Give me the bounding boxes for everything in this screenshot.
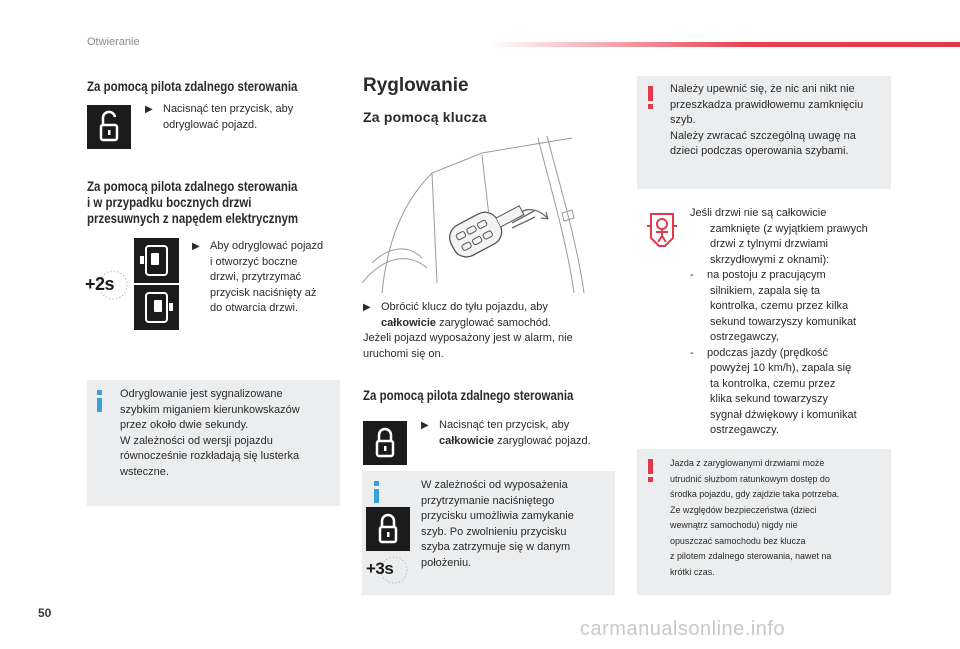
locking-title: Ryglowanie xyxy=(363,75,469,96)
bullet-icon: ▶ xyxy=(363,302,371,313)
key-subtitle: Za pomocą klucza xyxy=(363,109,487,125)
bullet-icon: ▶ xyxy=(145,104,153,115)
lock-button-icon xyxy=(366,507,410,551)
lock-button-icon xyxy=(363,421,407,465)
warning-icon xyxy=(648,459,656,483)
lock-remote-text: ▶ Nacisnąć ten przycisk, aby całkowicie zaryglować pojazd. xyxy=(421,419,591,447)
warning-icon xyxy=(648,86,656,110)
key-illustration xyxy=(362,133,602,293)
sliding-doors-text: ▶ Aby odryglować pojazd i otworzyć boczne drzwi, przytrzymać przycisk naciśnięty aż do otwarcia drzwi. xyxy=(192,240,324,314)
bullet-icon: ▶ xyxy=(421,420,429,431)
unlock-remote-text: ▶ Nacisnąć ten przycisk, aby odryglować pojazd. xyxy=(145,103,294,131)
sliding-doors-heading: Za pomocą pilota zdalnego sterowania i w przypadku bocznych drzwi przesuwnych z napędem elektrycznym xyxy=(87,179,299,226)
windows-warning-box: Należy upewnić się, że nic ani nikt nie przeszkadza prawidłowemu zamknięciu szyb. Należy zwracać szczególną uwagę na dzieci podczas operowania szybami. xyxy=(637,76,891,189)
sliding-door-right-icon xyxy=(134,285,179,330)
info-icon xyxy=(97,390,105,412)
section-title: Otwieranie xyxy=(87,36,140,48)
info-icon xyxy=(374,481,382,503)
lock-remote-heading: Za pomocą pilota zdalnego sterowania xyxy=(363,388,574,403)
bullet-icon: ▶ xyxy=(192,241,200,252)
door-open-warning-icon xyxy=(645,210,679,250)
unlock-remote-heading: Za pomocą pilota zdalnego sterowania xyxy=(87,79,298,94)
page-number: 50 xyxy=(38,606,52,620)
doors-intro-text: Jeśli drzwi nie są całkowicie zamknięte (z wyjątkiem prawych drzwi z tylnymi drzwiami skrzydłowymi z oknami): xyxy=(690,207,868,266)
header-accent-bar xyxy=(490,42,960,47)
unlock-button-icon xyxy=(87,105,131,149)
sliding-door-left-icon xyxy=(134,238,179,283)
locked-doors-warning-box: Jazda z zaryglowanymi drzwiami może utrudnić służbom ratunkowym dostęp do środka pojazdu, gdy zajdzie taka potrzeba. Ze względów bezpieczeństwa (dzieci wewnątrz samochodu) nigdy nie opuszczać samochodu bez klucza z pilotem zdalnego sterowania, nawet na krótki czas. xyxy=(637,449,891,595)
watermark: carmanualsonline.info xyxy=(580,618,786,640)
windows-info-box: +3s W zależności od wyposażenia przytrzymanie naciśniętego przycisku umożliwia zamykanie szyb. Po zwolnieniu przycisku szyba zatrzymuje się w danym położeniu. xyxy=(362,471,615,595)
unlock-info-box: Odryglowanie jest sygnalizowane szybkim miganiem kierunkowskazów przez około dwie sekundy. W zależności od wersji pojazdu równocześnie rozkładają się lusterka wsteczne. xyxy=(87,380,340,506)
doors-dash-list: - na postoju z pracującym silnikiem, zapala się ta kontrolka, czemu przez kilka sekund towarzyszy komunikat ostrzegawczy, - podczas jazdy (prędkość powyżej 10 km/h), zapala się ta kontrolka, czemu przez klika sekund towarzyszy sygnał dźwiękowy i komunikat ostrzegawczy. xyxy=(690,269,857,436)
key-text: ▶ Obrócić klucz do tyłu pojazdu, aby całkowicie zaryglować samochód. Jeżeli pojazd wyposażony jest w alarm, nie uruchomi się on. xyxy=(363,301,573,360)
hold-3s-icon: +3s xyxy=(364,555,410,585)
hold-2s-icon: +2s xyxy=(85,268,129,302)
